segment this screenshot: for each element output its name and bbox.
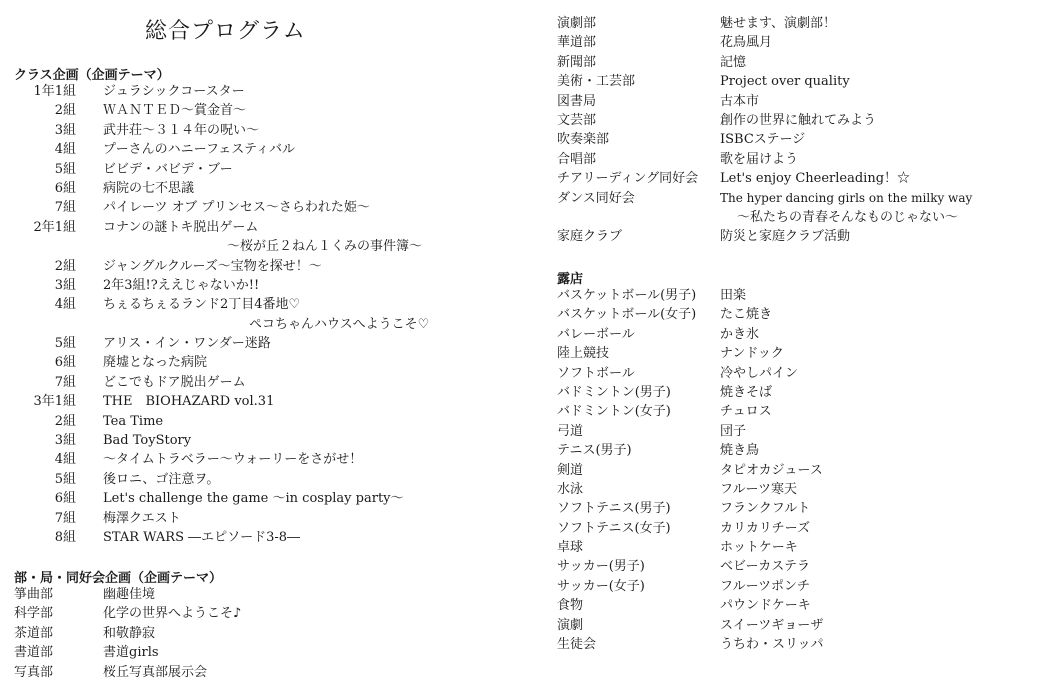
- class-theme: ＷＡＮＴＥＤ～賞金首～: [103, 103, 247, 119]
- class-theme: 後ロニ、ゴ注意ヲ。: [103, 471, 220, 487]
- club-theme-continuation: [557, 208, 1027, 227]
- club-label: 茶道部: [14, 625, 54, 641]
- stall-row: [557, 538, 1027, 557]
- stall-item: 焼きそば: [720, 384, 773, 400]
- club-row: [14, 624, 514, 643]
- class-theme: 病院の七不思議: [103, 180, 195, 196]
- class-theme: アリス・イン・ワンダー迷路: [103, 336, 271, 352]
- stall-club: 卓球: [557, 540, 584, 556]
- club-row: [557, 92, 1027, 111]
- stall-item: フルーツ寒天: [720, 481, 797, 497]
- class-theme: ジュラシックコースター: [103, 84, 245, 99]
- class-section-heading: クラス企画（企画テーマ）: [14, 68, 170, 83]
- stall-row: [557, 461, 1027, 480]
- class-label: 4組: [54, 297, 76, 313]
- club-theme: 歌を届けよう: [720, 151, 799, 167]
- class-label: 4組: [54, 142, 76, 158]
- club-row: [557, 14, 1027, 33]
- stall-item: タピオカジュース: [720, 462, 823, 478]
- class-theme: ジャングルクルーズ～宝物を探せ！～: [103, 258, 322, 274]
- stall-item: 冷やしパイン: [720, 365, 799, 381]
- stall-row: [557, 402, 1027, 421]
- stall-row: [557, 344, 1027, 363]
- club-theme: 桜丘写真部展示会: [103, 664, 208, 680]
- class-theme: ビビデ・バビデ・ブー: [103, 161, 233, 177]
- stall-row: [557, 383, 1027, 402]
- class-theme: 武井荘～３１４年の呪い～: [103, 122, 260, 138]
- stall-club: バレーボール: [557, 326, 635, 342]
- club-label: 美術・工芸部: [557, 74, 636, 90]
- class-theme-continuation: [14, 315, 514, 334]
- club-row: [14, 585, 514, 604]
- class-theme: Let's challenge the game ～in cosplay party～: [103, 491, 404, 507]
- stall-row: [557, 577, 1027, 596]
- class-theme: Bad ToyStory: [103, 433, 192, 449]
- class-theme: ちぇるちぇるランド2丁目4番地♡: [103, 297, 301, 313]
- class-row: [14, 412, 514, 431]
- class-theme: どこでもドア脱出ゲーム: [103, 374, 246, 390]
- stall-club: サッカー(女子): [557, 578, 645, 594]
- club-section-heading: 部・局・同好会企画（企画テーマ）: [14, 571, 223, 586]
- club-theme: 花鳥風月: [720, 35, 773, 51]
- club-theme: 記憶: [720, 54, 747, 70]
- stall-club: ソフトテニス(男子): [557, 501, 671, 517]
- club-theme: 魅せます、演劇部！: [720, 16, 836, 31]
- page-title: 総合プログラム: [145, 19, 306, 44]
- stall-row: [557, 441, 1027, 460]
- stall-club: テニス(男子): [557, 443, 632, 459]
- class-label: 7組: [54, 510, 76, 526]
- class-label: 6組: [54, 180, 76, 196]
- class-row: [14, 179, 514, 198]
- stall-section: [557, 286, 1027, 654]
- class-row: [14, 392, 514, 411]
- club-row: [557, 33, 1027, 52]
- stall-item: カリカリチーズ: [720, 520, 810, 536]
- class-theme: プーさんのハニーフェスティバル: [103, 142, 296, 158]
- stall-row: [557, 519, 1027, 538]
- club-row: [557, 111, 1027, 130]
- club-theme: Let's enjoy Cheerleading！☆: [720, 171, 911, 187]
- class-row: [14, 509, 514, 528]
- club-theme: 幽趣佳境: [103, 587, 156, 602]
- stall-club: 演劇: [557, 617, 584, 633]
- class-label: 7組: [54, 374, 76, 390]
- class-theme: Tea Time: [103, 413, 164, 429]
- class-row: [14, 334, 514, 353]
- stall-item: 田楽: [720, 288, 747, 303]
- club-row: [557, 130, 1027, 149]
- class-label: 3組: [54, 122, 76, 138]
- class-row: [14, 470, 514, 489]
- club-label: 文芸部: [557, 112, 597, 128]
- class-row: [14, 257, 514, 276]
- club-row: [557, 53, 1027, 72]
- stall-item: ナンドック: [720, 346, 784, 362]
- class-row: [14, 218, 514, 237]
- club-label: 家庭クラブ: [557, 229, 623, 245]
- stall-item: かき氷: [720, 326, 760, 342]
- stall-club: 食物: [557, 598, 584, 614]
- stall-item: スイーツギョーザ: [720, 617, 824, 633]
- club-section-right: [557, 14, 1027, 247]
- class-row: [14, 276, 514, 295]
- class-label: 5組: [54, 471, 76, 487]
- stall-row: [557, 286, 1027, 305]
- stall-item: フルーツポンチ: [720, 578, 810, 594]
- stall-club: 弓道: [557, 423, 584, 439]
- stall-club: ソフトテニス(女子): [557, 520, 671, 536]
- class-theme: THE BIOHAZARD vol.31: [103, 394, 275, 410]
- club-theme-cont: ～私たちの青春そんなものじゃない～: [737, 209, 959, 225]
- stall-row: [557, 596, 1027, 615]
- class-theme: STAR WARS ―エピソード3-8―: [103, 529, 301, 545]
- stall-club: 剣道: [557, 462, 584, 478]
- class-theme: コナンの謎トキ脱出ゲーム: [103, 219, 259, 235]
- club-label: 華道部: [557, 35, 597, 51]
- class-row: [14, 450, 514, 469]
- class-label: 6組: [54, 355, 76, 371]
- stall-row: [557, 422, 1027, 441]
- class-theme-cont: ～桜が丘２ねん１くみの事件簿～: [227, 239, 423, 255]
- class-label: 7組: [54, 200, 76, 216]
- class-row: [14, 353, 514, 372]
- stall-club: サッカー(男子): [557, 559, 645, 575]
- club-label: 図書局: [557, 93, 597, 109]
- stall-item: 団子: [720, 423, 747, 439]
- club-theme: 防災と家庭クラブ活動: [720, 229, 851, 245]
- stall-row: [557, 305, 1027, 324]
- class-label: 2年1組: [33, 219, 76, 235]
- stall-club: 生徒会: [557, 637, 597, 653]
- club-row: [557, 227, 1027, 246]
- club-label: 科学部: [14, 606, 54, 622]
- class-label: 3年1組: [33, 394, 76, 410]
- club-theme: ISBCステージ: [720, 132, 806, 148]
- class-row: [14, 295, 514, 314]
- club-row: [14, 643, 514, 662]
- stall-section-heading: 露店: [557, 272, 584, 287]
- class-theme: パイレーツ オブ プリンセス～さらわれた姫～: [103, 200, 370, 216]
- stall-item: ホットケーキ: [720, 540, 798, 556]
- club-label: 演劇部: [557, 16, 597, 31]
- class-label: 6組: [54, 491, 76, 507]
- club-label: 合唱部: [557, 151, 597, 167]
- class-theme: 梅澤クエスト: [103, 510, 181, 526]
- club-theme: 書道girls: [103, 645, 159, 661]
- club-theme: 和敬静寂: [103, 625, 156, 641]
- club-label: ダンス同好会: [557, 190, 635, 206]
- stall-club: 陸上競技: [557, 346, 610, 362]
- stall-row: [557, 325, 1027, 344]
- class-label: 1年1組: [33, 84, 76, 99]
- club-label: 吹奏楽部: [557, 132, 610, 148]
- stall-item: うちわ・スリッパ: [720, 637, 824, 653]
- class-label: 2組: [54, 103, 76, 119]
- stall-item: フランクフルト: [720, 501, 811, 517]
- class-theme: 2年3組!?ええじゃないか!!: [103, 277, 260, 293]
- class-theme: ～タイムトラベラー～ウォーリーをさがせ！: [103, 452, 363, 468]
- club-row: [14, 663, 514, 682]
- stall-row: [557, 499, 1027, 518]
- club-section-left: [14, 585, 514, 682]
- stall-item: チュロス: [720, 404, 772, 420]
- class-section: [14, 82, 514, 547]
- class-row: [14, 101, 514, 120]
- club-label: チアリーディング同好会: [557, 171, 699, 187]
- class-row: [14, 121, 514, 140]
- class-theme-continuation: [14, 237, 514, 256]
- club-label: 写真部: [14, 664, 54, 680]
- stall-item: パウンドケーキ: [720, 598, 811, 614]
- class-label: 3組: [54, 277, 76, 293]
- club-row: [14, 604, 514, 623]
- club-row: [557, 150, 1027, 169]
- stall-club: バスケットボール(男子): [557, 288, 697, 303]
- class-row: [14, 373, 514, 392]
- stall-row: [557, 557, 1027, 576]
- club-label: 書道部: [14, 645, 54, 661]
- stall-item: 焼き鳥: [720, 443, 760, 459]
- stall-club: バスケットボール(女子): [557, 307, 697, 323]
- stall-club: バドミントン(女子): [557, 404, 671, 420]
- class-label: 4組: [54, 452, 76, 468]
- class-row: [14, 489, 514, 508]
- class-label: 2組: [54, 258, 76, 274]
- class-theme-cont: ペコちゃんハウスへようこそ♡: [249, 316, 430, 332]
- class-row: [14, 82, 514, 101]
- stall-row: [557, 480, 1027, 499]
- class-row: [14, 431, 514, 450]
- stall-club: ソフトボール: [557, 365, 635, 381]
- club-row: [557, 72, 1027, 91]
- class-label: 3組: [54, 433, 76, 449]
- stall-club: バドミントン(男子): [557, 384, 671, 400]
- class-label: 8組: [54, 529, 76, 545]
- class-theme: 廃墟となった病院: [103, 355, 208, 371]
- stall-row: [557, 616, 1027, 635]
- club-theme: Project over quality: [720, 74, 850, 90]
- club-theme: 創作の世界に触れてみよう: [720, 112, 877, 128]
- class-label: 5組: [54, 336, 76, 352]
- stall-row: [557, 635, 1027, 654]
- club-theme: 古本市: [720, 93, 760, 109]
- stall-item: ベビーカステラ: [720, 559, 810, 575]
- class-row: [14, 198, 514, 217]
- club-label: 箏曲部: [14, 587, 54, 602]
- class-row: [14, 160, 514, 179]
- stall-item: たこ焼き: [720, 307, 773, 323]
- class-label: 5組: [54, 161, 76, 177]
- class-row: [14, 140, 514, 159]
- class-label: 2組: [54, 413, 76, 429]
- club-row: [557, 189, 1027, 208]
- club-theme: 化学の世界へようこそ♪: [103, 606, 242, 622]
- club-label: 新聞部: [557, 54, 597, 70]
- class-row: [14, 528, 514, 547]
- stall-club: 水泳: [557, 481, 584, 497]
- club-theme: The hyper dancing girls on the milky way: [720, 190, 973, 205]
- stall-row: [557, 364, 1027, 383]
- club-row: [557, 169, 1027, 188]
